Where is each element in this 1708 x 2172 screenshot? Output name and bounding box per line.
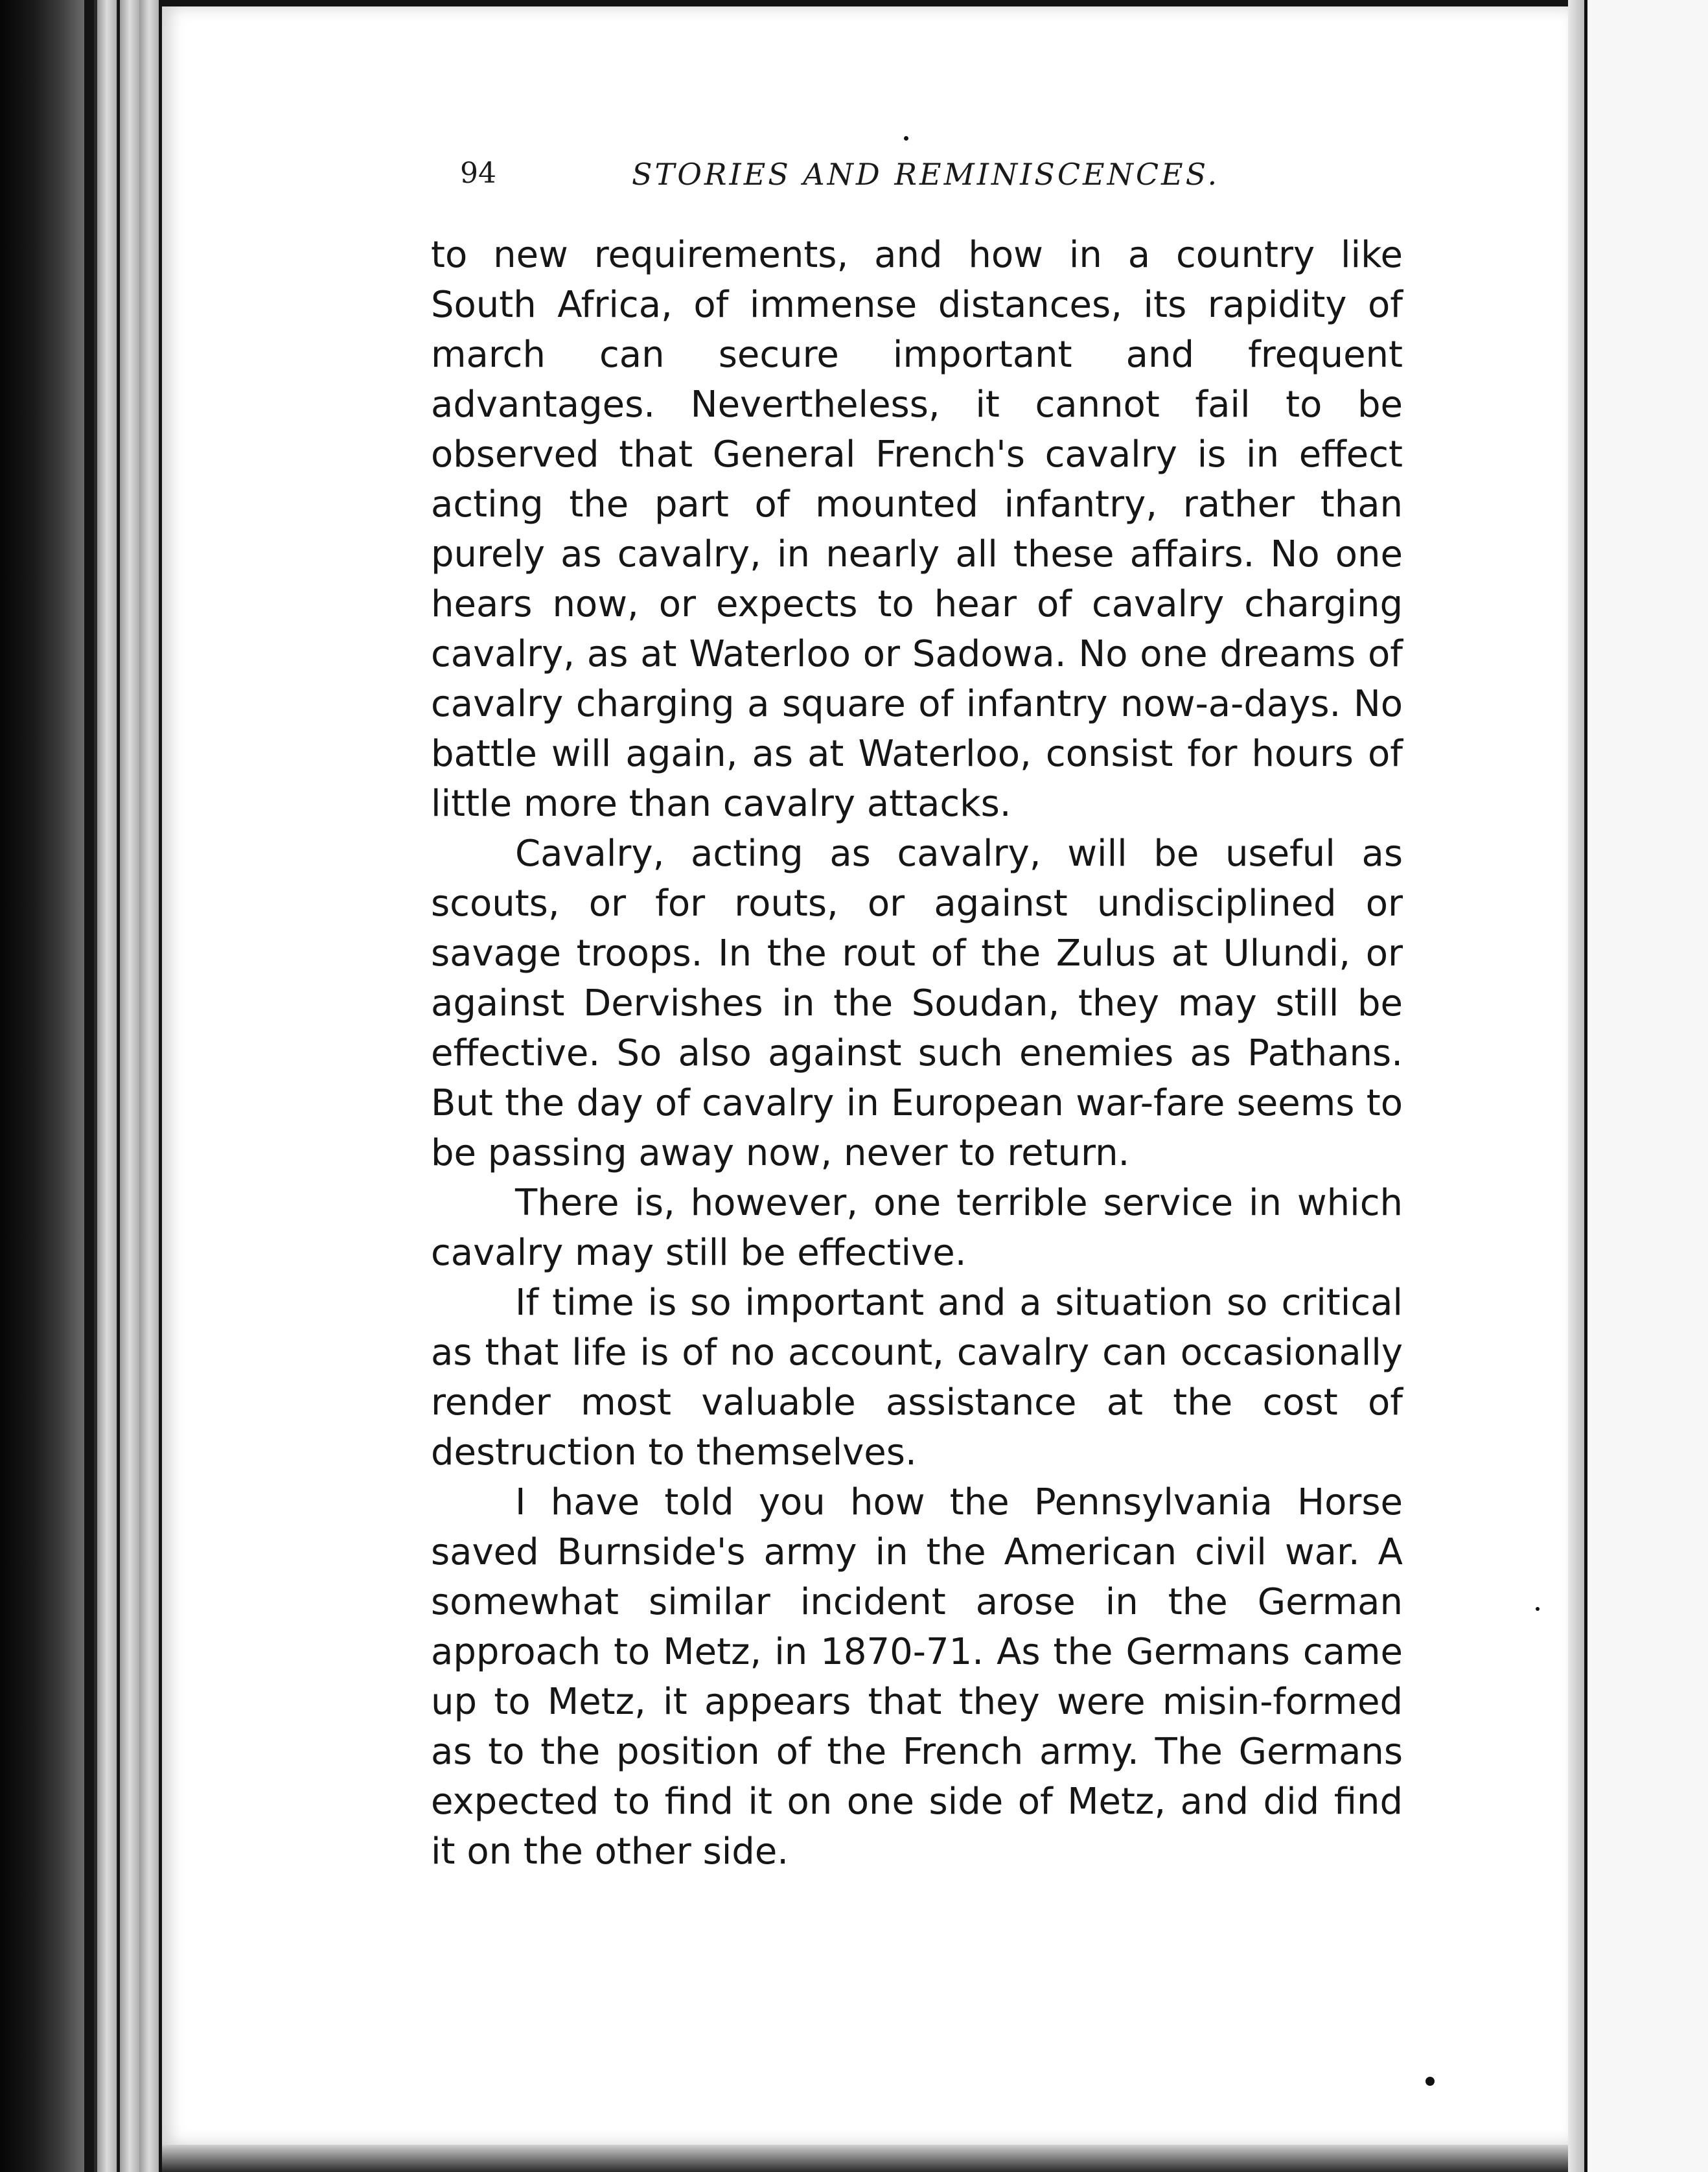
ink-speck xyxy=(904,136,908,141)
page-edge xyxy=(139,0,159,2172)
body-text xyxy=(431,230,1403,1877)
paragraph: to new requirements, and how in a country like South Africa, of immense distances, its rapidity of march can secure important and frequent advantages. Nevertheless, it cannot fail to be observed that General French's cavalry is in effect acting the part of mounted infantry, rather than purely as cavalry, in nearly all these affairs. No one hears now, or expects to hear of cavalry charging cavalry, as at Waterloo or Sadowa. No one dreams of cavalry charging a square of infantry now-a-days. No battle will again, as at Waterloo, consist for hours of little more than cavalry attacks. xyxy=(431,234,1403,825)
page-header xyxy=(298,149,1270,207)
book-page xyxy=(162,6,1568,2145)
ink-speck xyxy=(1425,2077,1435,2086)
page-edge xyxy=(120,0,139,2172)
gutter-shadow xyxy=(1568,0,1584,2172)
paragraph: I have told you how the Pennsylvania Horse saved Burnside's army in the American civil war. A somewhat similar incident arose in the German approach to Metz, in 1870-71. As the Germans came up to Metz, it appears that they were misin-formed as to the position of the French army. The Germans expected to find it on one side of Metz, and did find it on the other side. xyxy=(431,1481,1403,1873)
book-binding xyxy=(0,0,84,2172)
ink-speck xyxy=(1536,1607,1540,1611)
page-edge xyxy=(97,0,117,2172)
page-number: 94 xyxy=(460,157,496,190)
paragraph: There is, however, one terrible service in which cavalry may still be effective. xyxy=(431,1182,1403,1274)
paragraph: Cavalry, acting as cavalry, will be useful as scouts, or for routs, or against undisciplined or savage troops. In the rout of the Zulus at Ulundi, or against Dervishes in the Soudan, they may still be effective. So also against such enemies as Pathans. But the day of cavalry in European war-fare seems to be passing away now, never to return. xyxy=(431,833,1403,1174)
running-head: STORIES AND REMINISCENCES. xyxy=(632,157,1220,192)
facing-page xyxy=(1584,0,1708,2172)
page-bottom-edge xyxy=(162,2145,1568,2172)
paragraph: If time is so important and a situation so critical as that life is of no account, cavalry can occasionally render most valuable assistance at the cost of destruction to themselves. xyxy=(431,1282,1403,1473)
